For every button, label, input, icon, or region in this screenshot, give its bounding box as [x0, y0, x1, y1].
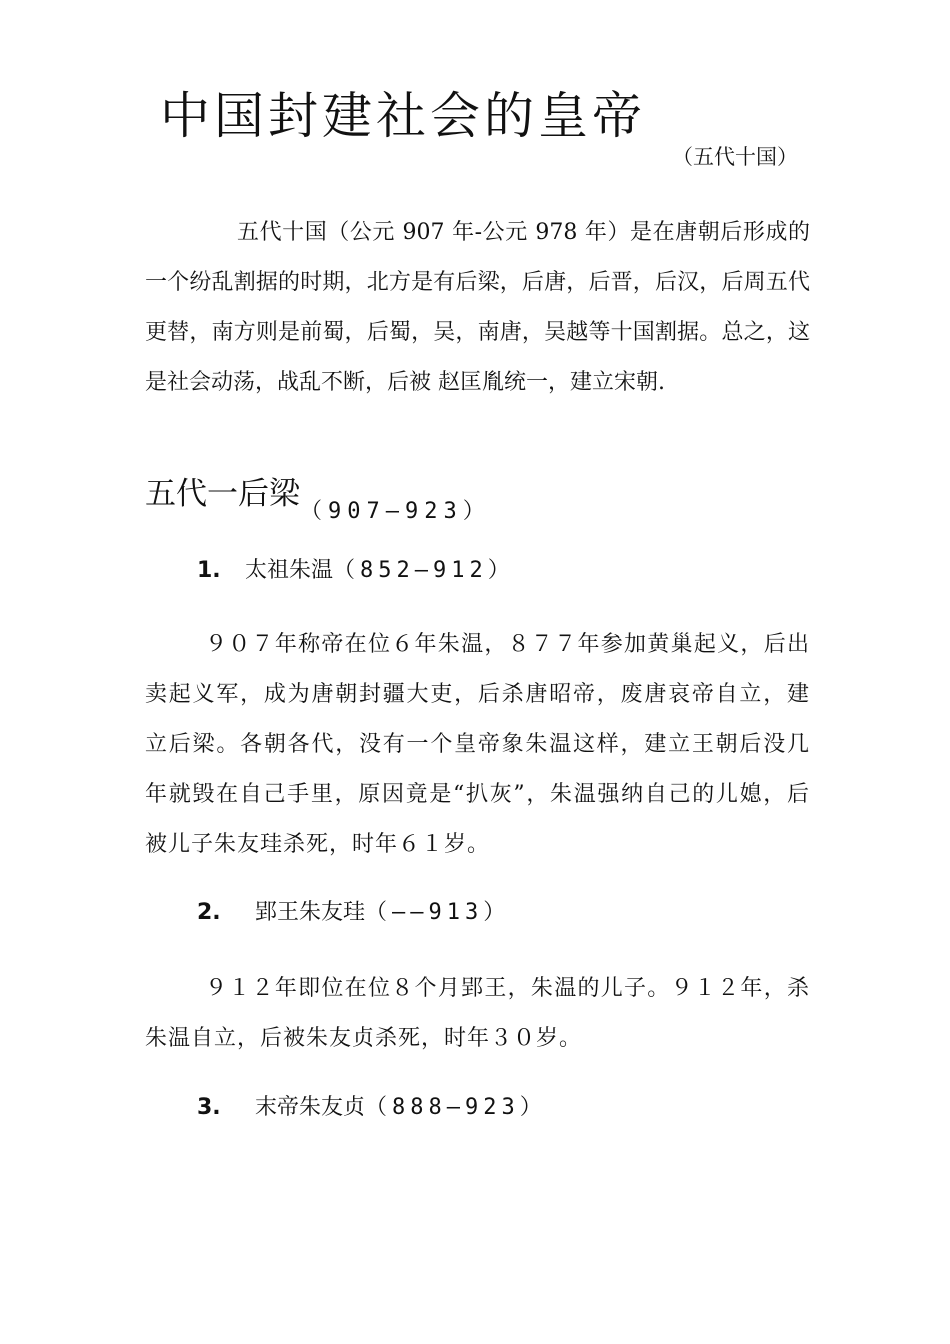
emperor-number: 2. [197, 900, 221, 925]
emperor-number: 3. [197, 1095, 221, 1120]
emperor-bio-1: ９０７年称帝在位６年朱温，８７７年参加黄巢起义，后出卖起义军，成为唐朝封疆大吏，后杀唐昭帝，废唐哀帝自立，建立后梁。各朝各代，没有一个皇帝象朱温这样，建立王朝后没几年就毁在自己手里，原因竟是“扒灰”，朱温强纳自己的儿媳，后被儿子朱友珪杀死，时年６１岁。 [145, 632, 810, 857]
emperor-heading-2 [197, 897, 510, 929]
section-heading-title: 五代一后梁 [145, 476, 300, 512]
emperor-years: （888—923） [365, 1095, 547, 1120]
emperor-number: 1. [197, 558, 221, 583]
document-title: 中国封建社会的皇帝 [160, 87, 646, 145]
document-subtitle: （五代十国） [672, 145, 798, 169]
emperor-name: 末帝朱友贞 [255, 1095, 366, 1120]
emperor-heading-3 [197, 1092, 547, 1124]
emperor-heading-1 [197, 555, 515, 587]
emperor-years: （——913） [365, 900, 511, 925]
emperor-years: （852—912） [333, 558, 515, 583]
intro-paragraph: 五代十国（公元 907 年-公元 978 年）是在唐朝后形成的一个纷乱割据的时期，北方是有后梁，后唐，后晋，后汉，后周五代更替，南方则是前蜀，后蜀，吴，南唐，吴越等十国割据。总之，这是社会动荡，战乱不断，后被 赵匡胤统一，建立宋朝. [145, 220, 810, 395]
section-heading [145, 472, 491, 524]
emperor-bio-2: ９１２年即位在位８个月郢王，朱温的儿子。９１２年，杀朱温自立，后被朱友贞杀死，时年３０岁。 [145, 976, 810, 1051]
emperor-name: 太祖朱温 [245, 558, 334, 583]
section-heading-years: （907—923） [300, 499, 491, 524]
emperor-name: 郢王朱友珪 [255, 900, 366, 925]
